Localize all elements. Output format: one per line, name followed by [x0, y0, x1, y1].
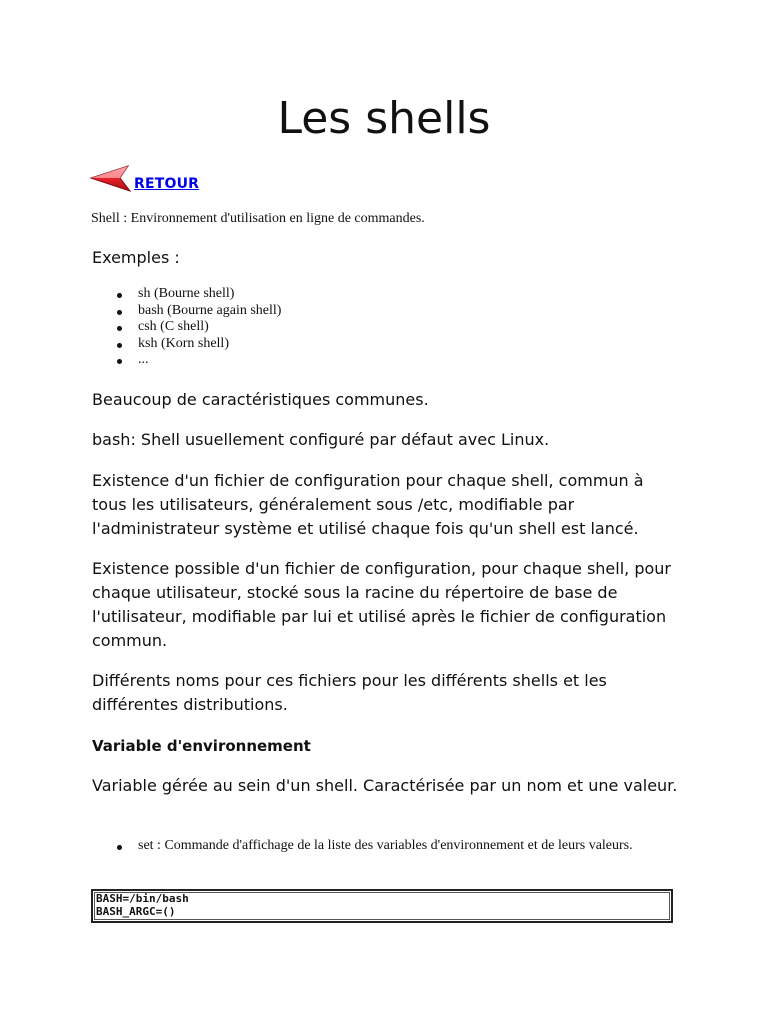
variable-definition: Variable gérée au sein d'un shell. Caractérisée par un nom et une valeur. — [92, 776, 678, 795]
paragraph-config-global: Existence d'un fichier de configuration pour chaque shell, commun à tous les utilisateurs, généralement sous /etc, modifiable par l'administrateur système et utilisé chaque fois qu'un shell est lancé. — [92, 471, 644, 538]
code-block — [91, 889, 673, 923]
paragraph-noms: Différents noms pour ces fichiers pour les différents shells et les différentes distributions. — [92, 671, 607, 714]
list-item: ... — [92, 352, 652, 369]
paragraph-bash: bash: Shell usuellement configuré par défaut avec Linux. — [92, 430, 550, 449]
list-item: set : Commande d'affichage de la liste des variables d'environnement et de leurs valeurs. — [92, 838, 652, 855]
list-item: sh (Bourne shell) — [92, 286, 652, 303]
paragraph-config-user: Existence possible d'un fichier de configuration, pour chaque shell, pour chaque utilisateur, stocké sous la racine du répertoire de base de l'utilisateur, modifiable par lui et utilisé après le fichier de configuration commun. — [92, 559, 671, 650]
code-line: BASH=/bin/bash — [96, 892, 189, 905]
code-line: BASH_ARGC=() — [96, 905, 176, 918]
red-back-arrow-icon — [90, 164, 132, 194]
retour-link[interactable] — [90, 160, 199, 194]
variable-heading: Variable d'environnement — [92, 737, 311, 755]
list-item: csh (C shell) — [92, 319, 652, 336]
paragraph-common: Beaucoup de caractéristiques communes. — [92, 390, 429, 409]
list-item: bash (Bourne again shell) — [92, 303, 652, 320]
list-item: ksh (Korn shell) — [92, 336, 652, 353]
shell-examples-list — [92, 286, 652, 369]
set-command-list — [92, 838, 652, 855]
shell-definition: Shell : Environnement d'utilisation en ligne de commandes. — [91, 211, 425, 226]
page-title: Les shells — [277, 93, 491, 144]
exemples-heading: Exemples : — [92, 248, 180, 267]
retour-label: RETOUR — [134, 176, 200, 192]
